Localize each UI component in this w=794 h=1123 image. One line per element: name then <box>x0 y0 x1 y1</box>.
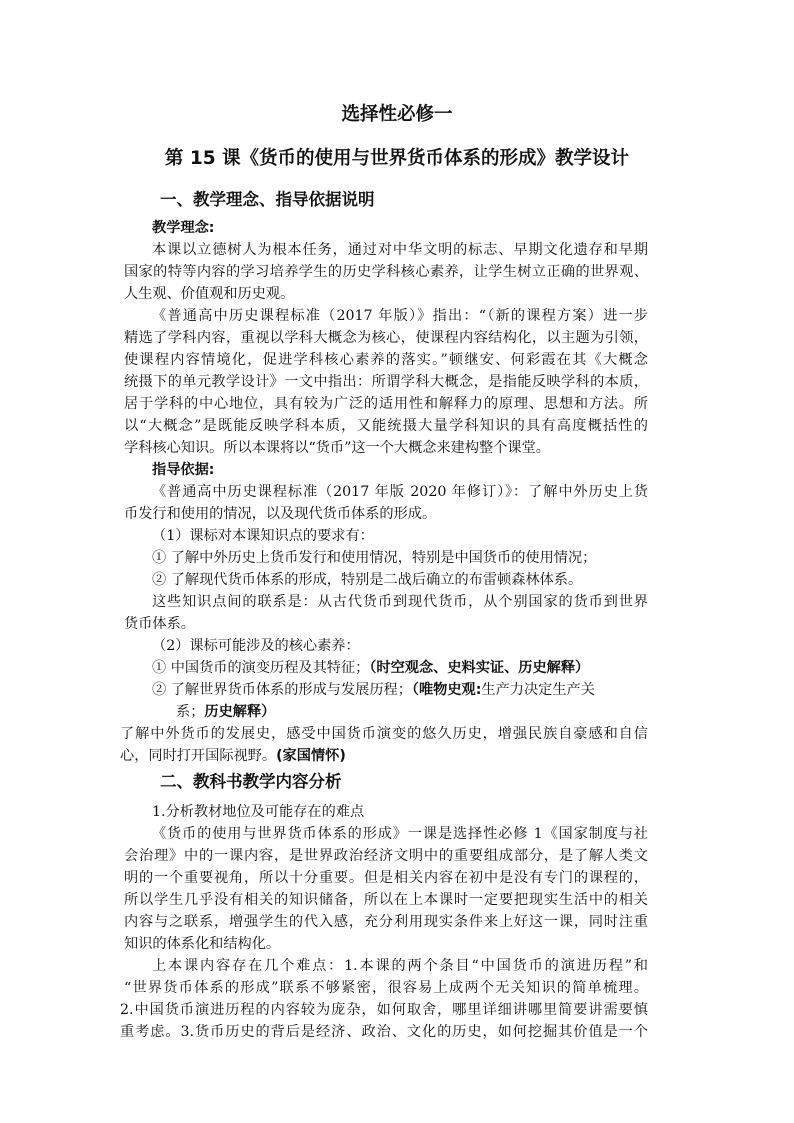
paragraph-line: 学科核心知识。所以本课将以“货币”这一个大概念来建构整个课堂。 <box>124 440 550 456</box>
paragraph-line: 币发行和使用的情况，以及现代货币体系的形成。 <box>124 506 437 522</box>
paragraph-line: 《普通高中历史课程标准（2017 年版 2020 年修订）》：了解中外历史上货 <box>152 484 648 500</box>
paragraph-line: 知识的体系化和结构化。 <box>124 936 281 952</box>
literacy-item-text: ① 中国货币的演变历程及其特征； <box>152 660 370 676</box>
paragraph-line: 居于学科的中心地位，具有较为广泛的适用性和解释力的原理、思想和方法。所 <box>124 396 648 412</box>
literacy-heading: （2）课标可能涉及的核心素养： <box>152 638 360 654</box>
literacy-item-continued <box>176 702 275 722</box>
literacy-item-text: 生产力决定生产关 <box>481 682 595 698</box>
paragraph-line: 精选了学科内容，重视以学科大概念为核心，使课程内容结构化，以主题为引领， <box>124 330 648 346</box>
requirement-item: ② 了解现代货币体系的形成，特别是二战后确立的布雷顿森林体系。 <box>152 572 583 588</box>
paragraph-line: 本课以立德树人为根本任务，通过对中华文明的标志、早期文化遗存和早期 <box>152 242 648 258</box>
paragraph-line: 国家的特等内容的学习培养学生的历史学科核心素养，让学生树立正确的世界观、 <box>124 264 648 280</box>
paragraph-line: 以“大概念”是既能反映学科本质，又能统摄大量学科知识的具有高度概括性的 <box>124 418 648 434</box>
literacy-item <box>152 658 589 678</box>
guiding-basis-label: 指导依据: <box>152 462 215 478</box>
paragraph-line: 货币体系。 <box>124 616 195 632</box>
literacy-item <box>152 680 595 700</box>
literacy-item-tags: 历史解释） <box>204 704 276 720</box>
literacy-item-tags: （时空观念、史料实证、历史解释） <box>369 660 590 676</box>
paragraph-line: “世界货币体系的形成”联系不够紧密，很容易上成两个无关知识的简单梳理。 <box>124 980 648 996</box>
paragraph-line: 《货币的使用与世界货币体系的形成》一课是选择性必修 1《国家制度与社 <box>152 826 648 842</box>
literacy-item-text: ② 了解世界货币体系的形成与发展历程； <box>152 682 412 698</box>
paragraph-line: 内容与之联系，增强学生的代入感，充分利用现实条件来上好这一课，同时注重 <box>124 914 648 930</box>
lesson-title: 第 15 课《货币的使用与世界货币体系的形成》教学设计 <box>164 148 630 169</box>
paragraph-line: 统摄下的单元教学设计》一文中指出：所谓学科大概念，是指能反映学科的本质， <box>124 374 648 390</box>
literacy-item-tags: （唯物史观: <box>411 682 482 698</box>
course-series-title: 选择性必修一 <box>341 104 453 125</box>
section2-heading: 二、教科书教学内容分析 <box>160 772 342 791</box>
requirement-item: ① 了解中外历史上货币发行和使用情况，特别是中国货币的使用情况； <box>152 550 597 566</box>
paragraph-line: 《普通高中历史课程标准（2017 年版）》指出：“（新的课程方案）进一步 <box>152 308 648 324</box>
teaching-concept-label: 教学理念: <box>152 220 215 236</box>
requirements-heading: （1）课标对本课知识点的要求有： <box>152 528 374 544</box>
paragraph-text: 心，同时打开国际视野。 <box>120 748 277 764</box>
paragraph-line: 重考虑。3.货币历史的背后是经济、政治、文化的历史，如何挖掘其价值是一个 <box>120 1024 648 1040</box>
paragraph-line: 2.中国货币演进历程的内容较为庞杂，如何取舍，哪里详细讲哪里简要讲需要慎 <box>120 1002 648 1018</box>
paragraph-line: 上本课内容存在几个难点：1.本课的两个条目“中国货币的演进历程”和 <box>152 958 648 974</box>
paragraph-line: 会治理》中的一课内容，是世界政治经济文明中的重要组成部分，是了解人类文 <box>124 848 648 864</box>
literacy-item-text: 系； <box>176 704 205 720</box>
paragraph-line: 明的一个重要视角，所以十分重要。但是相关内容在初中是没有专门的课程的， <box>124 870 648 886</box>
paragraph-line <box>120 746 346 766</box>
paragraph-line: 使课程内容情境化，促进学科核心素养的落实。”顿继安、何彩霞在其《大概念 <box>124 352 648 368</box>
subheading: 1.分析教材地位及可能存在的难点 <box>152 804 365 820</box>
paragraph-line: 了解中外货币的发展史，感受中国货币演变的悠久历史，增强民族自豪感和自信 <box>120 726 648 742</box>
paragraph-line: 所以学生几乎没有相关的知识储备，所以在上本课时一定要把现实生活中的相关 <box>124 892 648 908</box>
paragraph-line: 人生观、价值观和历史观。 <box>124 286 295 302</box>
paragraph-line: 这些知识点间的联系是：从古代货币到现代货币，从个别国家的货币到世界 <box>152 594 648 610</box>
literacy-item-tags: (家国情怀) <box>276 748 346 764</box>
section1-heading: 一、教学理念、指导依据说明 <box>160 190 375 209</box>
